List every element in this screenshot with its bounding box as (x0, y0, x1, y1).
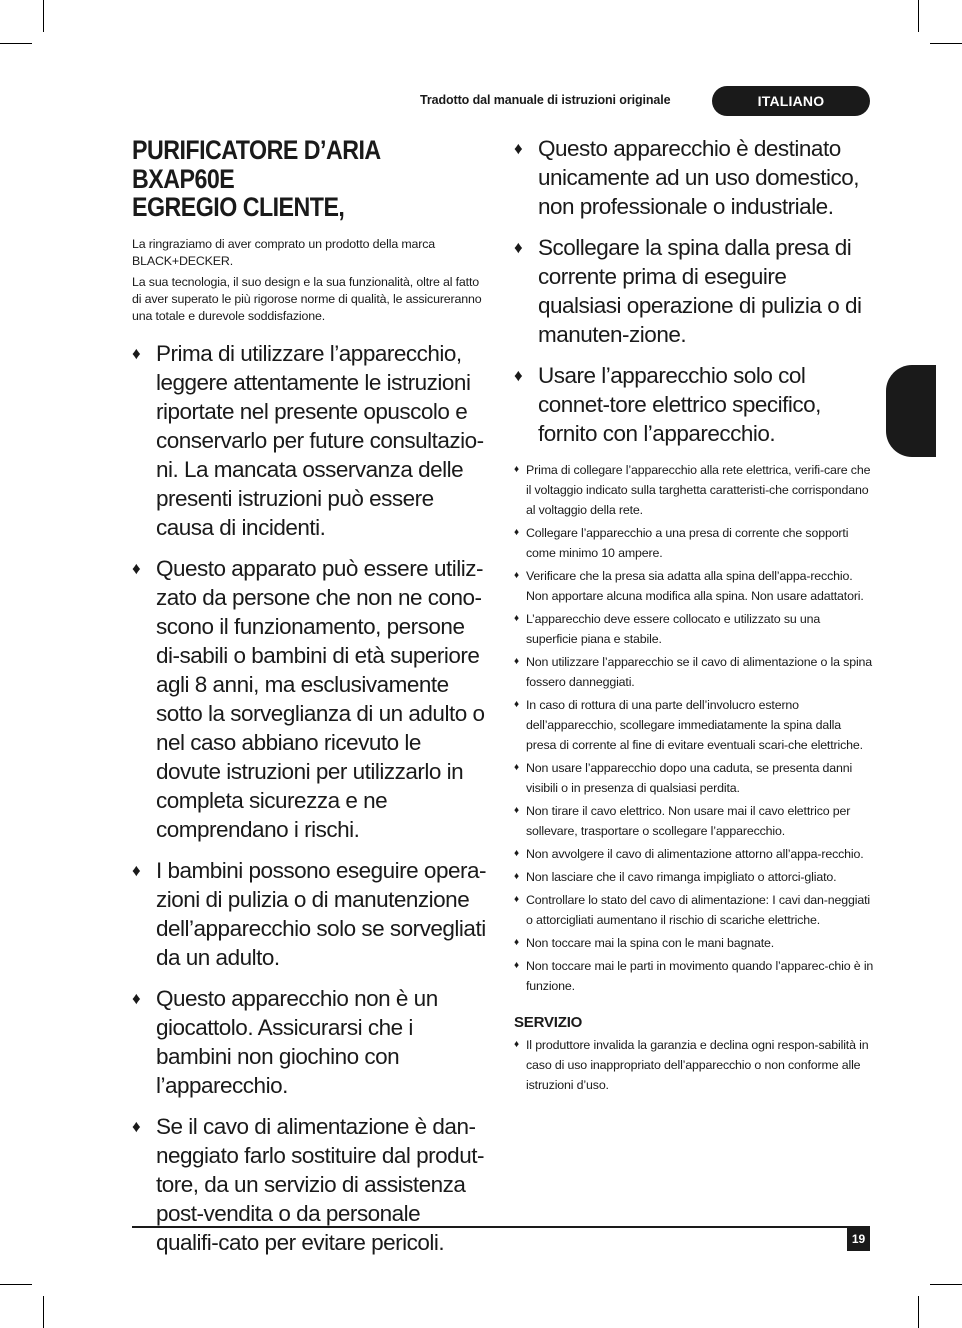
page-number: 19 (847, 1228, 870, 1251)
diamond-bullet-icon: ♦ (514, 238, 523, 257)
diamond-bullet-icon: ♦ (514, 570, 519, 581)
translation-note: Tradotto dal manuale di istruzioni originale (420, 93, 671, 107)
warning-item (132, 856, 488, 972)
warning-text: I bambini possono eseguire opera-zioni di pulizia o di manutenzione dell’apparecchio solo se sorvegliati da un adulto. (156, 857, 486, 970)
warning-item (514, 233, 874, 349)
crop-mark-top-left-h (0, 43, 32, 44)
diamond-bullet-icon: ♦ (514, 613, 519, 624)
list-item-text: Non tirare il cavo elettrico. Non usare mai il cavo elettrico per sollevare, trasportare o scollegare l’apparecchio. (526, 804, 851, 838)
left-column (132, 136, 488, 1269)
intro-paragraph-2: La sua tecnologia, il suo design e la sua funzionalità, oltre al fatto di aver superato le più rigorose norme di qualità, le assicureranno una totale e durevole soddisfazione. (132, 274, 482, 323)
crop-mark-bottom-left-h (0, 1284, 32, 1285)
list-item-text: Prima di collegare l’apparecchio alla rete elettrica, verifi-care che il voltaggio indicato sulla targhetta caratteristi-che corrispondano al voltaggio della rete. (526, 463, 871, 517)
list-item (514, 890, 874, 930)
list-item (514, 523, 874, 563)
diamond-bullet-icon: ♦ (514, 894, 519, 905)
diamond-bullet-icon: ♦ (514, 762, 519, 773)
list-item-text: Non usare l’apparecchio dopo una caduta, se presenta danni visibili o in presenza di qualsiasi perdita. (526, 761, 853, 795)
left-warning-list (132, 339, 488, 1257)
page-title (132, 136, 488, 222)
right-warning-list (514, 134, 874, 448)
diamond-bullet-icon: ♦ (514, 960, 519, 971)
diamond-bullet-icon: ♦ (514, 699, 519, 710)
warning-text: Questo apparato può essere utiliz-zato da persone che non ne cono-scono il funzionamento, persone di-sabili o bambini di età superiore agli 8 anni, ma esclusivamente sotto la sorveglianza di un adulto o nel caso abbiano ricevuto le dovute istruzioni per utilizzarlo in completa sicurezza e ne comprendano i rischi. (156, 555, 485, 842)
list-item-text: Non lasciare che il cavo rimanga impigliato o attorci-gliato. (526, 870, 837, 884)
list-item (514, 956, 874, 996)
service-list (514, 1035, 874, 1095)
warning-text: Questo apparecchio non è un giocattolo. Assicurarsi che i bambini non giochino con l’apparecchio. (156, 985, 438, 1098)
footer-divider (132, 1226, 870, 1228)
list-item (514, 652, 874, 692)
list-item (514, 1035, 874, 1095)
list-item-text: Il produttore invalida la garanzia e declina ogni respon-sabilità in caso di uso inappropriato dell’apparecchio o non conforme alle istruzioni d’uso. (526, 1038, 869, 1092)
list-item-text: Controllare lo stato del cavo di alimentazione: I cavi dan-neggiati o attorcigliati aumentano il rischio di scariche elettriche. (526, 893, 870, 927)
diamond-bullet-icon: ♦ (514, 871, 519, 882)
diamond-bullet-icon: ♦ (514, 527, 519, 538)
list-item-text: Non utilizzare l’apparecchio se il cavo di alimentazione o la spina fossero danneggiati. (526, 655, 873, 689)
warning-item (132, 1112, 488, 1257)
list-item-text: L’apparecchio deve essere collocato e utilizzato su una superficie piana e stabile. (526, 612, 821, 646)
title-line-product: PURIFICATORE D’ARIA (132, 135, 381, 165)
list-item (514, 566, 874, 606)
list-item (514, 844, 874, 864)
warning-item (132, 339, 488, 542)
warning-item (514, 134, 874, 221)
list-item (514, 695, 874, 755)
list-item (514, 460, 874, 520)
diamond-bullet-icon: ♦ (514, 805, 519, 816)
title-line-greeting: EGREGIO CLIENTE, (132, 192, 345, 222)
warning-text: Se il cavo di alimentazione è dan-neggiato farlo sostituire dal produt-tore, da un servizio di assistenza post-vendita o da personale qualifi-cato per evitare pericoli. (156, 1113, 484, 1255)
service-heading: SERVIZIO (514, 1014, 583, 1031)
diamond-bullet-icon: ♦ (514, 1039, 519, 1050)
warning-text: Questo apparecchio è destinato unicamente ad un uso domestico, non professionale o industriale. (538, 136, 859, 219)
list-item (514, 758, 874, 798)
crop-mark-top-right-v (918, 0, 919, 32)
crop-mark-top-right-h (930, 43, 962, 44)
list-item-text: Verificare che la presa sia adatta alla spina dell’appa-recchio. Non apportare alcuna modifica alla spina. Non usare adattatori. (526, 569, 864, 603)
intro-paragraph-1: La ringraziamo di aver comprato un prodotto della marca BLACK+DECKER. (132, 236, 436, 268)
intro-text (132, 236, 488, 325)
crop-mark-top-left-v (43, 0, 44, 32)
list-item-text: Non toccare mai la spina con le mani bagnate. (526, 936, 775, 950)
diamond-bullet-icon: ♦ (514, 656, 519, 667)
diamond-bullet-icon: ♦ (132, 343, 141, 363)
diamond-bullet-icon: ♦ (132, 860, 141, 880)
language-badge: ITALIANO (712, 86, 870, 116)
title-line-model: BXAP60E (132, 163, 235, 194)
list-item-text: Non avvolgere il cavo di alimentazione attorno all’appa-recchio. (526, 847, 864, 861)
crop-mark-bottom-left-v (43, 1296, 44, 1328)
list-item (514, 867, 874, 887)
safety-instructions-list (514, 460, 874, 996)
crop-mark-bottom-right-v (918, 1296, 919, 1328)
diamond-bullet-icon: ♦ (132, 558, 141, 578)
diamond-bullet-icon: ♦ (514, 464, 519, 475)
list-item-text: Non toccare mai le parti in movimento quando l’apparec-chio è in funzione. (526, 959, 874, 993)
list-item-text: Collegare l’apparecchio a una presa di corrente che sopporti come minimo 10 ampere. (526, 526, 849, 560)
list-item (514, 609, 874, 649)
list-item (514, 801, 874, 841)
diamond-bullet-icon: ♦ (514, 366, 523, 385)
diamond-bullet-icon: ♦ (514, 848, 519, 859)
diamond-bullet-icon: ♦ (514, 139, 523, 158)
list-item-text: In caso di rottura di una parte dell’involucro esterno dell’apparecchio, scollegare immediatamente la spina dalla presa di corrente al fine di evitare eventuali scari-che elettriche. (526, 698, 863, 752)
warning-text: Scollegare la spina dalla presa di corrente prima di eseguire qualsiasi operazione di pulizia o di manuten-zione. (538, 235, 862, 347)
diamond-bullet-icon: ♦ (132, 1116, 141, 1136)
warning-item (514, 361, 874, 448)
language-side-tab (886, 365, 936, 457)
warning-item (132, 554, 488, 844)
warning-item (132, 984, 488, 1100)
right-column (514, 134, 874, 1098)
diamond-bullet-icon: ♦ (514, 937, 519, 948)
crop-mark-bottom-right-h (930, 1284, 962, 1285)
diamond-bullet-icon: ♦ (132, 988, 141, 1008)
list-item (514, 933, 874, 953)
warning-text: Usare l’apparecchio solo col connet-tore elettrico specifico, fornito con l’apparecchio. (538, 363, 821, 446)
warning-text: Prima di utilizzare l’apparecchio, leggere attentamente le istruzioni riportate nel presente opuscolo e conservarlo per future consultazio-ni. La mancata osservanza delle presenti istruzioni può essere causa di incidenti. (156, 340, 484, 540)
